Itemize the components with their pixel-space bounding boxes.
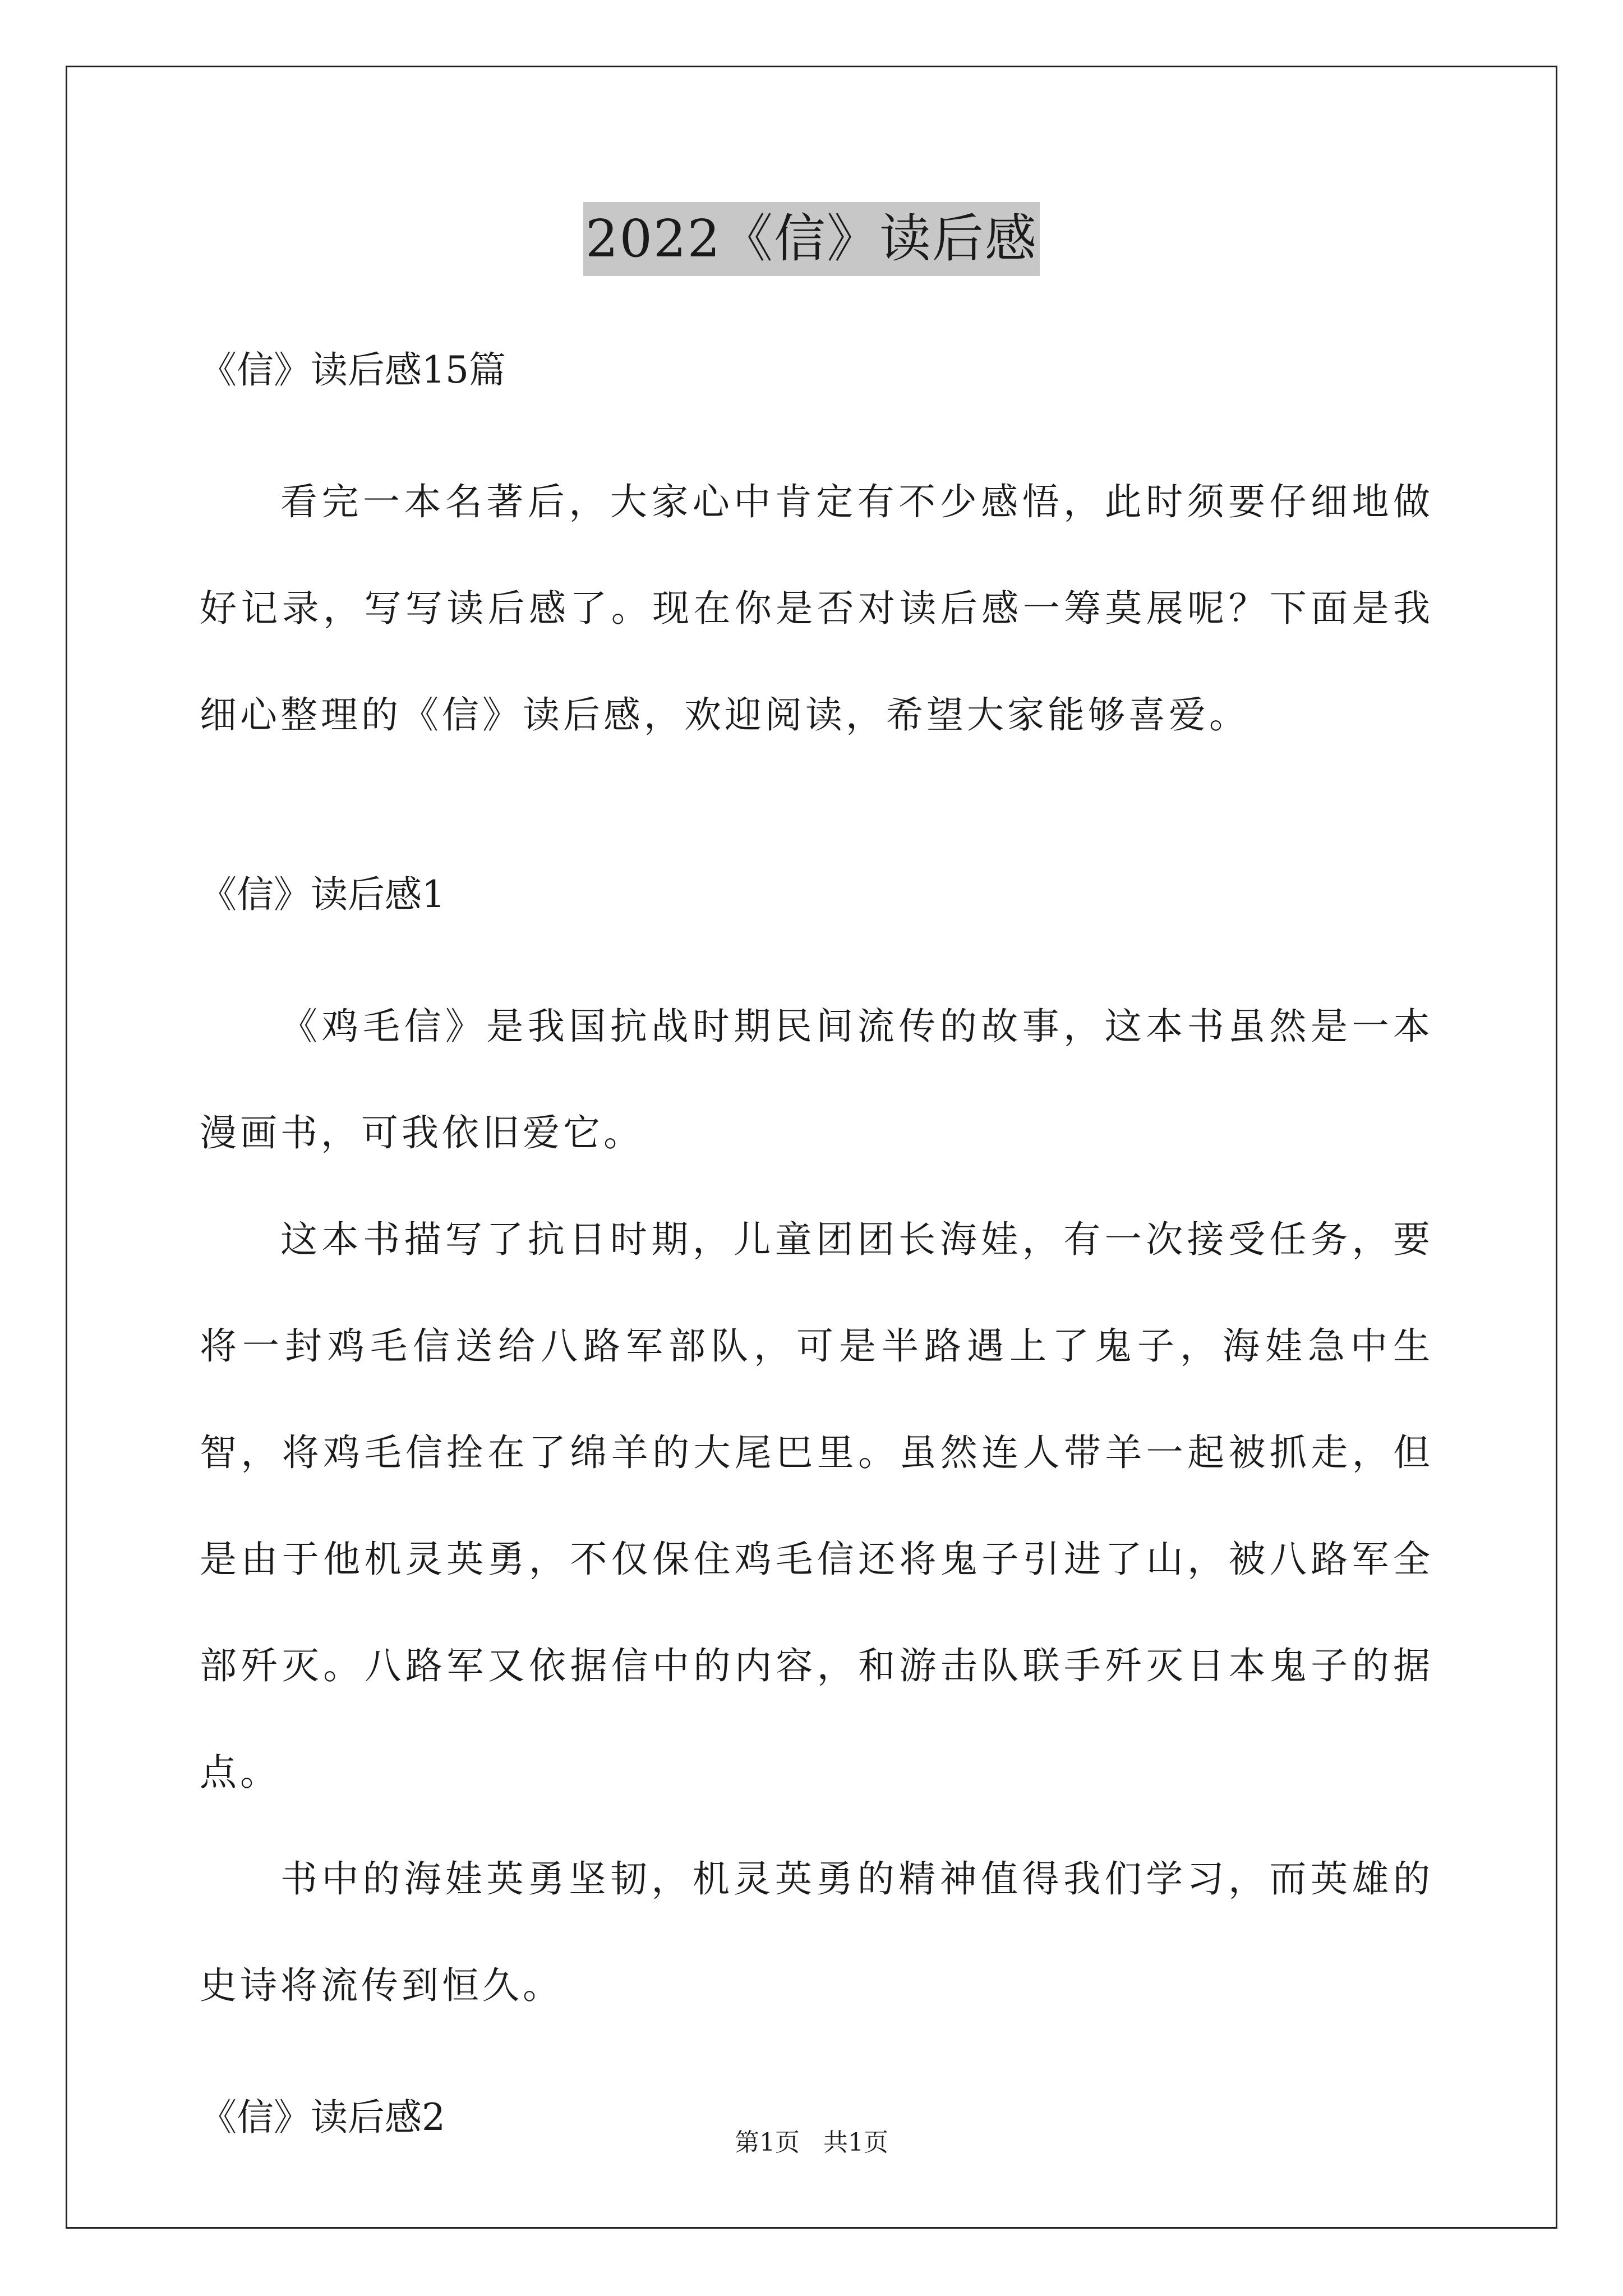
page-footer: 第1页 共1页 [735,2128,888,2157]
section-1-paragraph-1: 《鸡毛信》是我国抗战时期民间流传的故事，这本书虽然是一本漫画书，可我依旧爱它。 [200,1005,1433,1154]
section-heading-2: 《信》读后感2 [200,2096,445,2139]
title-container [0,202,1623,276]
section-1-paragraph-2: 这本书描写了抗日时期，儿童团团长海娃，有一次接受任务，要将一封鸡毛信送给八路军部队，可是半路遇上了鬼子，海娃急中生智，将鸡毛信拴在了绵羊的大尾巴里。虽然连人带羊一起被抓走，但是由于他机灵英勇，不仅保住鸡毛信还将鬼子引进了山，被八路军全部歼灭。八路军又依据信中的内容，和游击队联手歼灭日本鬼子的据点。 [200,1218,1433,1794]
document-subtitle: 《信》读后感15篇 [200,348,506,392]
section-heading-1: 《信》读后感1 [200,873,445,916]
intro-paragraph: 看完一本名著后，大家心中肯定有不少感悟，此时须要仔细地做好记录，写写读后感了。现在你是否对读后感一筹莫展呢？下面是我细心整理的《信》读后感，欢迎阅读，希望大家能够喜爱。 [200,480,1433,737]
document-title: 2022《信》读后感 [583,202,1040,276]
document-body [200,342,1433,2146]
section-1-paragraph-3: 书中的海娃英勇坚韧，机灵英勇的精神值得我们学习，而英雄的史诗将流传到恒久。 [200,1857,1433,2007]
